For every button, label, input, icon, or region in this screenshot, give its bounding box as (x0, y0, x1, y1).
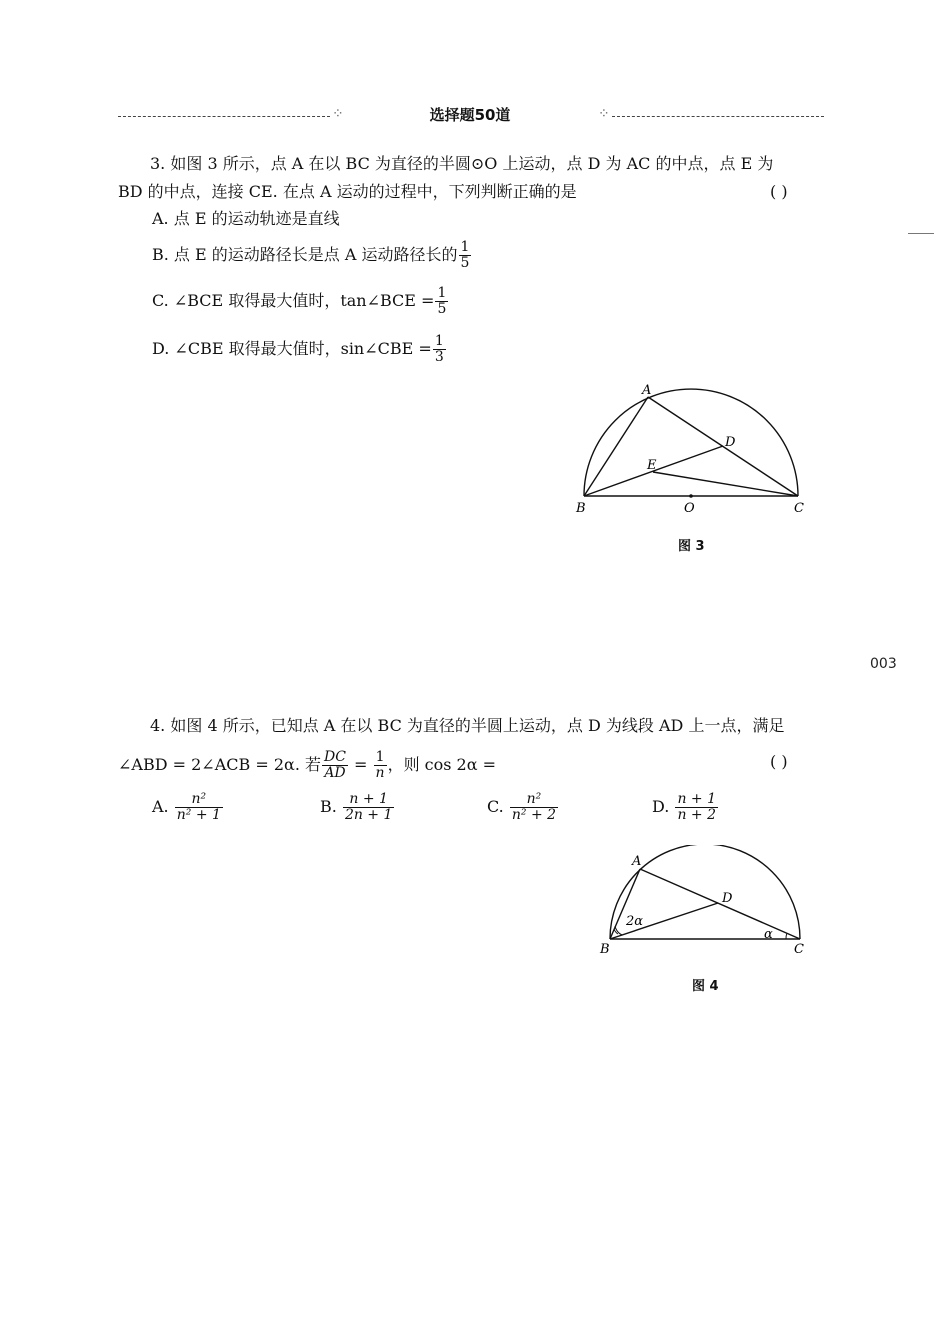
option-label: D. (652, 797, 670, 816)
label-a: A (632, 854, 642, 869)
q3-answer-paren: ( ) (770, 182, 788, 201)
q3-option-d (152, 334, 447, 365)
page-title: 选择题50道 (429, 106, 511, 124)
angle-mark-c (786, 933, 787, 939)
option-fraction (675, 792, 718, 823)
fraction-denominator: n (375, 765, 385, 781)
label-b: B (576, 501, 586, 516)
q4-answer-paren: ( ) (770, 752, 788, 771)
figure-4-diagram (590, 845, 820, 960)
fraction-numerator: n² (175, 792, 223, 808)
q4-ratio-fraction (322, 750, 348, 781)
option-label: C. (487, 797, 504, 816)
figure-3-diagram (570, 380, 820, 525)
segment-ce (653, 472, 798, 496)
label-b: B (600, 942, 610, 957)
semicircle-arc (584, 389, 798, 496)
label-angle-b: 2α (626, 914, 644, 929)
q3-option-c-text: C. ∠BCE 取得最大值时，tan∠BCE = (152, 291, 435, 310)
q3-option-b-fraction (459, 240, 472, 271)
figure-3-caption: 图 3 (678, 539, 705, 554)
fraction-numerator: n + 1 (343, 792, 394, 808)
fraction-denominator: n + 2 (677, 807, 716, 823)
label-c: C (794, 501, 804, 516)
figure-4-caption: 图 4 (692, 979, 719, 994)
fraction-numerator: 1 (434, 333, 444, 349)
header-deco-right: ⁘ (598, 106, 610, 122)
q3-option-b-text: B. 点 E 的运动路径长是点 A 运动路径长的 (152, 245, 458, 264)
q4-stem-line2-a: ∠ABD = 2∠ACB = 2α. 若 (118, 755, 322, 774)
q4-stem-line2-b: ，则 cos 2α = (387, 755, 497, 774)
q4-equals: = (348, 755, 373, 774)
fraction-numerator: 1 (460, 239, 470, 255)
angle-mark-b-outer (615, 926, 622, 935)
fraction-denominator: n² + 2 (511, 807, 557, 823)
label-d: D (722, 891, 733, 906)
q3-option-d-text: D. ∠CBE 取得最大值时，sin∠CBE = (152, 339, 432, 358)
side-margin-mark (908, 233, 934, 234)
q3-stem-line2: BD 的中点，连接 CE. 在点 A 运动的过程中，下列判断正确的是 (118, 182, 577, 201)
segment-ab (584, 397, 648, 496)
fraction-numerator: n² (510, 792, 558, 808)
label-a: A (642, 383, 652, 398)
fraction-denominator: 5 (437, 301, 447, 317)
q4-stem-line2 (118, 750, 496, 781)
fraction-numerator: 1 (437, 285, 447, 301)
q3-option-d-fraction (433, 334, 446, 365)
q4-stem-line1: 4. 如图 4 所示，已知点 A 在以 BC 为直径的半圆上运动，点 D 为线段 AD 上一点，满足 (150, 716, 785, 735)
label-d: D (725, 435, 736, 450)
fraction-numerator: n + 1 (677, 791, 716, 807)
label-c: C (794, 942, 804, 957)
option-fraction (343, 792, 394, 823)
fraction-denominator: AD (324, 765, 346, 781)
label-o: O (684, 501, 695, 516)
fraction-denominator: 3 (434, 349, 444, 365)
q4-ratio-value (374, 750, 387, 781)
q4-option-d (652, 792, 719, 823)
header-rule-left (118, 116, 330, 117)
label-angle-c: α (764, 927, 773, 942)
q4-option-c (487, 792, 559, 823)
q3-option-a: A. 点 E 的运动轨迹是直线 (152, 209, 340, 228)
fraction-numerator: DC (324, 749, 346, 765)
q3-option-c (152, 286, 449, 317)
fraction-denominator: n² + 1 (176, 807, 221, 823)
q4-option-a (152, 792, 224, 823)
q4-option-b (320, 792, 395, 823)
option-label: B. (320, 797, 337, 816)
segment-ac (640, 869, 800, 939)
fraction-denominator: 5 (460, 255, 470, 271)
fraction-numerator: 1 (374, 750, 387, 766)
page-number: 003 (870, 656, 897, 672)
option-label: A. (152, 797, 169, 816)
fraction-denominator: 2n + 1 (344, 807, 393, 823)
q3-option-b (152, 240, 472, 271)
header-deco-left: ⁘ (332, 106, 344, 122)
option-fraction (510, 792, 558, 823)
center-point (689, 494, 693, 498)
label-e: E (647, 458, 657, 473)
q3-option-c-fraction (435, 286, 448, 317)
option-fraction (175, 792, 223, 823)
q3-stem-line1: 3. 如图 3 所示，点 A 在以 BC 为直径的半圆⊙O 上运动，点 D 为 AC 的中点，点 E 为 (150, 154, 774, 173)
header-rule-right (612, 116, 824, 117)
